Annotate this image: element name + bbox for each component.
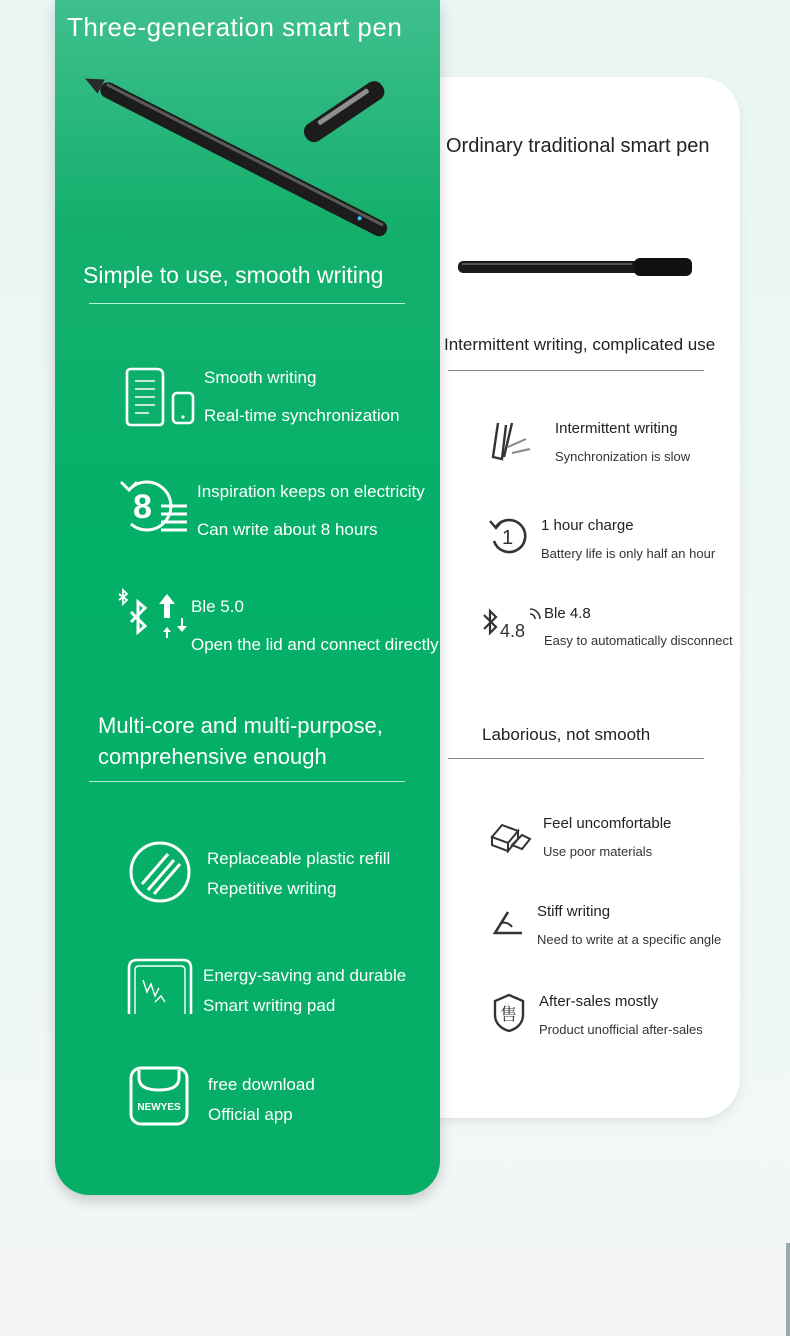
feature-desc: Synchronization is slow [555,449,691,464]
smart-pen-section2-heading: Multi-core and multi-purpose, comprehensive enough [98,713,383,769]
refill-icon [128,840,192,904]
traditional-pen-image [456,252,696,282]
bluetooth-transfer-icon [115,588,189,644]
feature-title: 1 hour charge [541,517,634,534]
feature-title: Intermittent writing [555,420,678,437]
feature-title: Smooth writing [204,368,317,387]
feature-desc: Open the lid and connect directly [191,635,439,654]
feature-title: Ble 5.0 [191,597,244,616]
feature-desc: Product unofficial after-sales [539,1022,703,1037]
feature-desc: Real-time synchronization [204,406,400,425]
app-badge: NEWYES [137,1102,181,1113]
divider [448,370,704,371]
smart-pen-section1-heading: Simple to use, smooth writing [83,262,384,288]
divider [89,303,405,304]
traditional-pen-card [438,77,740,1118]
battery-8-hours-icon [119,476,191,536]
divider [448,758,704,759]
one-hour-charge-icon [488,515,532,559]
traditional-section1-heading: Intermittent writing, complicated use [444,335,716,354]
angle-icon [492,909,524,937]
svg-text:8: 8 [133,488,152,526]
traditional-pen-title: Ordinary traditional smart pen [446,135,710,157]
feature-desc: Repetitive writing [207,879,337,898]
feature-desc: Official app [208,1105,293,1124]
feature-desc: Battery life is only half an hour [541,546,716,561]
feature-desc: Need to write at a specific angle [537,932,722,947]
feature-desc: Easy to automatically disconnect [544,633,733,648]
feature-title: Feel uncomfortable [543,815,672,832]
traditional-section2-heading: Laborious, not smooth [482,725,651,744]
feature-title: Inspiration keeps on electricity [197,482,425,501]
after-sales-shield-icon [492,993,526,1033]
ble-badge: 4.8 [500,621,526,641]
broken-pen-icon [490,417,542,469]
feature-title: Stiff writing [537,903,611,920]
bricks-icon [488,817,532,853]
feature-title: Energy-saving and durable [203,966,407,985]
feature-title: After-sales mostly [539,993,659,1010]
smart-pen-image [75,72,395,237]
writing-pad-icon [127,958,193,1016]
after-sales-badge: 售 [500,1005,517,1025]
bottom-band [0,1243,790,1336]
feature-desc: Use poor materials [543,844,653,859]
feature-title: Ble 4.8 [544,605,591,622]
feature-title: Replaceable plastic refill [207,849,391,868]
feature-title: free download [208,1075,315,1094]
divider [89,781,405,782]
app-icon [129,1066,189,1126]
bluetooth-4-8-icon [480,607,548,643]
feature-desc: Can write about 8 hours [197,520,378,539]
right-edge-bar [786,1243,790,1336]
charge-badge: 1 [502,527,514,549]
smart-pen-title: Three-generation smart pen [67,12,403,42]
document-phone-icon [123,367,197,427]
smart-pen-card [55,0,440,1195]
feature-desc: Smart writing pad [203,996,336,1015]
